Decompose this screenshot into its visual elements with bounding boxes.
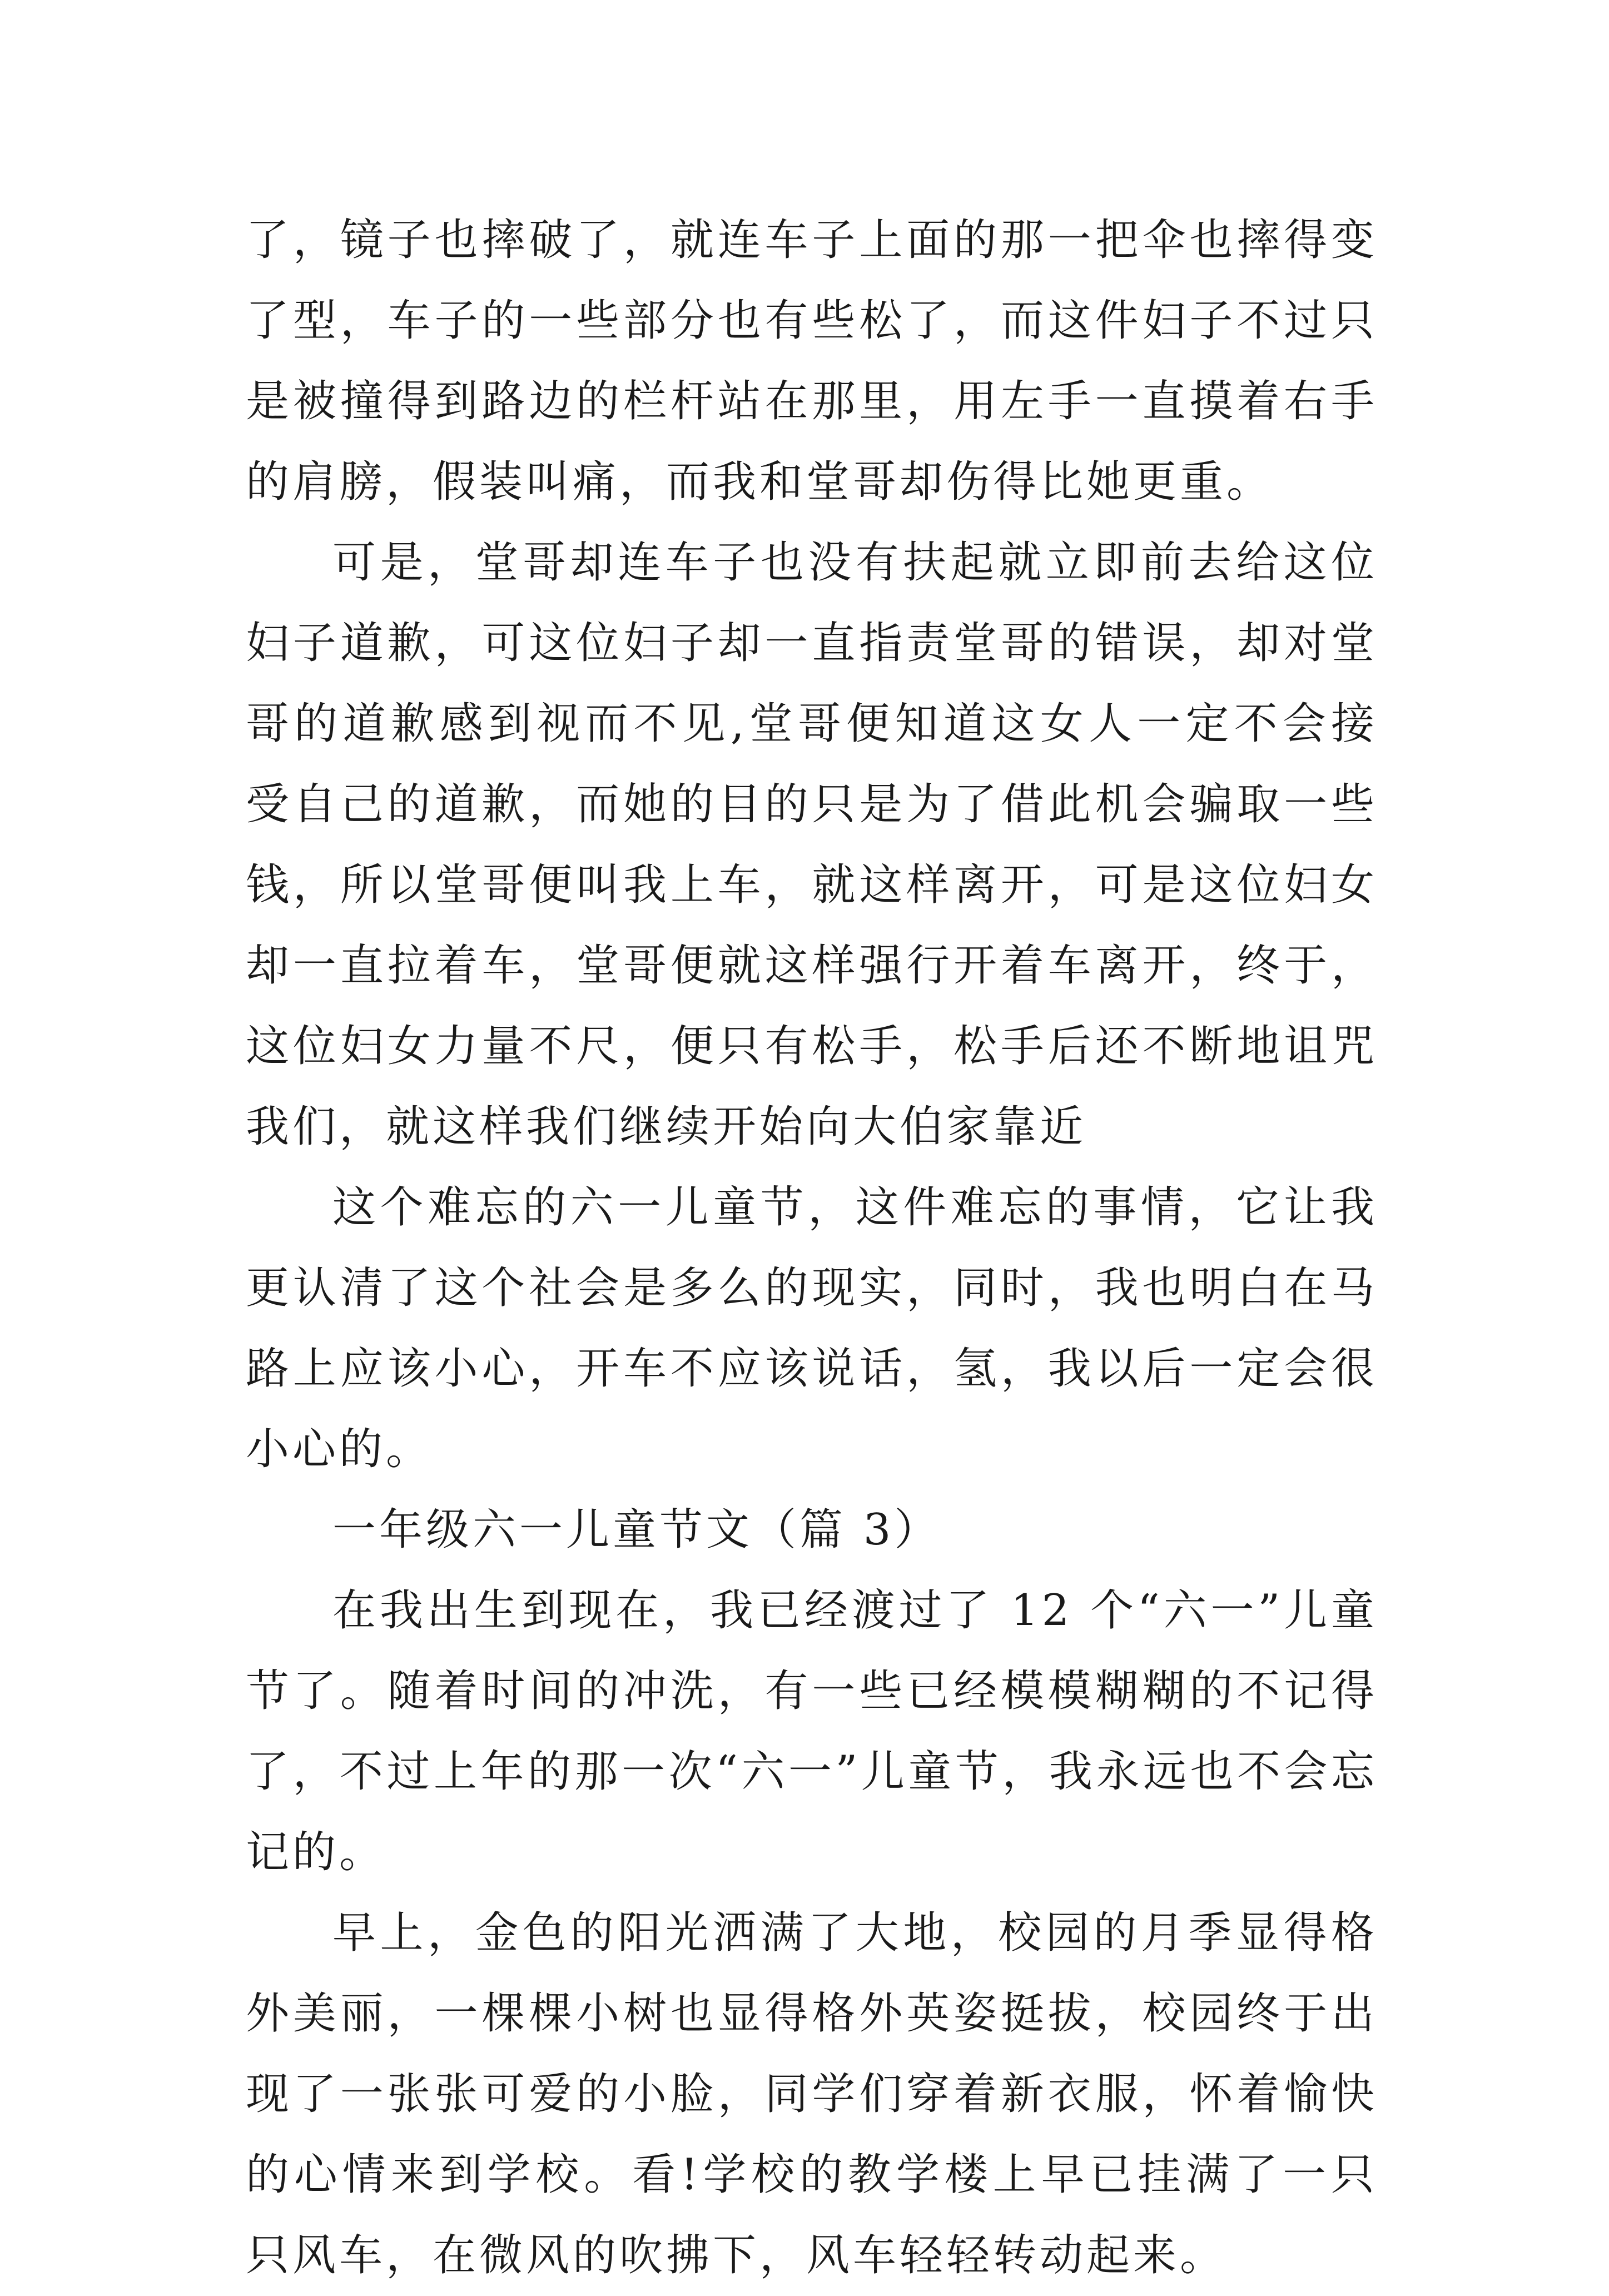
document-body bbox=[246, 200, 1378, 2296]
section-heading: 一年级六一儿童节文（篇 3） bbox=[332, 1505, 941, 1555]
paragraph-3: 这个难忘的六一儿童节，这件难忘的事情，它让我更认清了这个社会是多么的现实，同时，我也明白在马路上应该小心，开车不应该说话，氢，我以后一定会很小心的。 bbox=[246, 1182, 1378, 1474]
paragraph-1: 了，镜子也摔破了，就连车子上面的那一把伞也摔得变了型，车子的一些部分也有些松了，而这件妇子不过只是被撞得到路边的栏杆站在那里，用左手一直摸着右手的肩膀，假装叫痛，而我和堂哥却伤得比她更重。 bbox=[246, 215, 1378, 507]
paragraph-2: 可是，堂哥却连车子也没有扶起就立即前去给这位妇子道歉，可这位妇子却一直指责堂哥的错误，却对堂哥的道歉感到视而不见,堂哥便知道这女人一定不会接受自己的道歉，而她的目的只是为了借此机会骗取一些钱，所以堂哥便叫我上车，就这样离开，可是这位妇女却一直拉着车，堂哥便就这样强行开着车离开，终于，这位妇女力量不尺，便只有松手，松手后还不断地诅咒我们，就这样我们继续开始向大伯家靠近 bbox=[246, 538, 1378, 1152]
paragraph-5: 早上，金色的阳光洒满了大地，校园的月季显得格外美丽，一棵棵小树也显得格外英姿挺拔，校园终于出现了一张张可爱的小脸，同学们穿着新衣服，怀着愉快的心情来到学校。看!学校的教学楼上早已挂满了一只只风车，在微风的吹拂下，风车轻轻转动起来。 bbox=[246, 1908, 1378, 2280]
paragraph-4: 在我出生到现在，我已经渡过了 12 个“六一”儿童节了。随着时间的冲洗，有一些已经模模糊糊的不记得了，不过上年的那一次“六一”儿童节，我永远也不会忘记的。 bbox=[246, 1586, 1378, 1877]
